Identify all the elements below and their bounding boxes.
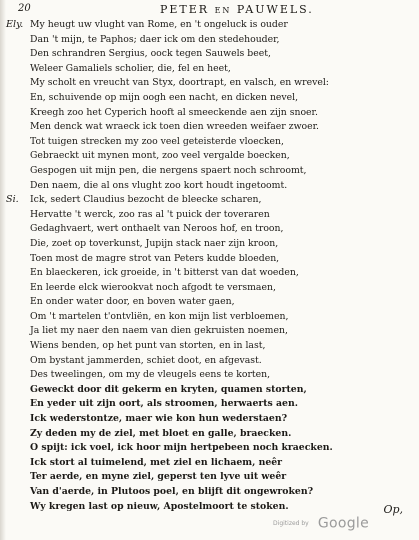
digitization-watermark — [273, 513, 369, 532]
verse-line — [0, 368, 419, 383]
verse-text: En leerde elck wierookvat noch afgodt te versmaen, — [30, 281, 276, 293]
verse-line — [0, 456, 419, 471]
watermark-prefix: Digitized by — [273, 520, 309, 527]
verse-line — [0, 208, 419, 223]
verse-line — [0, 62, 419, 77]
verse-line — [0, 149, 419, 164]
verse-line — [0, 252, 419, 267]
verse-line — [0, 470, 419, 485]
verse-text: Toen most de magre strot van Peters kudde bloeden, — [30, 252, 280, 264]
verse-line — [0, 76, 419, 91]
verse-line — [0, 237, 419, 252]
verse-text: Des tweelingen, om my de vleugels eens te korten, — [30, 369, 271, 381]
verse-text: Zy deden my de ziel, met bloet en galle, braecken. — [30, 427, 292, 439]
verse-text: Ick stort al tuimelend, met ziel en lichaem, neêr — [30, 456, 283, 468]
verse-line — [0, 18, 419, 33]
verse-text: Gedaghvaert, wert onthaelt van Neroos hof, en troon, — [30, 223, 284, 235]
verse-body — [0, 18, 419, 514]
page-number: 20 — [18, 3, 31, 14]
verse-line — [0, 427, 419, 442]
verse-line — [0, 324, 419, 339]
verse-text: En blaeckeren, ick groeide, in 't bitterst van dat woeden, — [30, 267, 299, 279]
verse-text: Ick, sedert Claudius bezocht de bleecke scharen, — [30, 194, 262, 206]
verse-line — [0, 193, 419, 208]
verse-text: Die, zoet op toverkunst, Jupijn stack naer zijn kroon, — [30, 237, 279, 249]
verse-text: Ter aerde, en myne ziel, geperst ten lyve uit weêr — [30, 471, 287, 483]
verse-line — [0, 266, 419, 281]
verse-text: Van d'aerde, in Plutoos poel, en blijft dit ongewroken? — [30, 486, 314, 497]
verse-line — [0, 310, 419, 325]
verse-line — [0, 383, 419, 398]
verse-line — [0, 397, 419, 412]
verse-line — [0, 135, 419, 150]
verse-line — [0, 164, 419, 179]
speaker-label: Ely. — [6, 19, 24, 30]
verse-line — [0, 106, 419, 121]
verse-text: Tot tuigen strecken my zoo veel geteisterde vloecken, — [30, 135, 284, 147]
verse-text: Om bystant jammerden, schiet doot, en afgevast. — [30, 354, 262, 366]
catchword: Op, — [383, 503, 403, 516]
verse-line — [0, 222, 419, 237]
verse-text: O spijt: ick voel, ick hoor mijn hertpebeen noch kraecken. — [30, 442, 333, 454]
page-header — [0, 3, 419, 19]
verse-text: My heugt uw vlught van Rome, en 't ongeluck is ouder — [30, 19, 288, 30]
verse-text: Dan 't mijn, te Paphos; daer ick om den stedehouder, — [30, 33, 280, 45]
verse-text: Weleer Gamaliels scholier, die, fel en heet, — [30, 62, 231, 74]
verse-text: En, schuivende op mijn oogh een nacht, en dicken nevel, — [30, 91, 299, 103]
verse-text: Gespogen uit mijn pen, die nergens spaert noch schroomt, — [30, 164, 307, 176]
verse-text: Ja liet my naer den naem van dien gekruisten noemen, — [30, 325, 288, 337]
verse-line — [0, 120, 419, 135]
verse-text: Geweckt door dit gekerm en kryten, quamen storten, — [30, 383, 307, 395]
verse-text: En onder water door, en boven water gaen, — [30, 296, 235, 308]
verse-line — [0, 354, 419, 369]
verse-text: Wy kregen last op nieuw, Apostelmoort te stoken. — [30, 500, 289, 512]
watermark-brand: Google — [317, 515, 369, 532]
verse-text: Hervatte 't werck, zoo ras al 't puick der toveraren — [30, 208, 270, 220]
verse-text: Om 't martelen t'ontvliën, en kon mijn list verbloemen, — [30, 310, 289, 322]
verse-line — [0, 47, 419, 62]
verse-text: Wiens benden, op het punt van storten, en in last, — [30, 340, 266, 352]
verse-line — [0, 295, 419, 310]
verse-line — [0, 500, 419, 515]
verse-text: Gebraeckt uit mynen mont, zoo veel vergalde boecken, — [30, 150, 290, 162]
verse-line — [0, 441, 419, 456]
verse-line — [0, 91, 419, 106]
running-head: PETER en PAUWELS. — [160, 3, 314, 16]
verse-text: My scholt en vreucht van Styx, doortrapt, en valsch, en wrevel: — [30, 77, 329, 89]
verse-line — [0, 33, 419, 48]
verse-text: Den naem, die al ons vlught zoo kort houdt ingetoomt. — [30, 179, 288, 191]
verse-text: Ick wederstontze, maer wie kon hun wederstaen? — [30, 413, 288, 425]
verse-line — [0, 339, 419, 354]
verse-text: Kreegh zoo het Cyperich hooft al smeeckende aen zijn snoer. — [30, 106, 318, 118]
verse-line — [0, 179, 419, 194]
verse-text: Men denck wat wraeck ick toen dien wreeden weifaer zwoer. — [30, 121, 320, 133]
verse-text: Den schrandren Sergius, oock tegen Sauwels beet, — [30, 48, 271, 60]
verse-text: En yeder uit zijn oort, als stroomen, herwaerts aen. — [30, 398, 298, 410]
verse-line — [0, 412, 419, 427]
verse-line — [0, 281, 419, 296]
verse-line — [0, 485, 419, 500]
speaker-label: Si. — [6, 194, 19, 206]
